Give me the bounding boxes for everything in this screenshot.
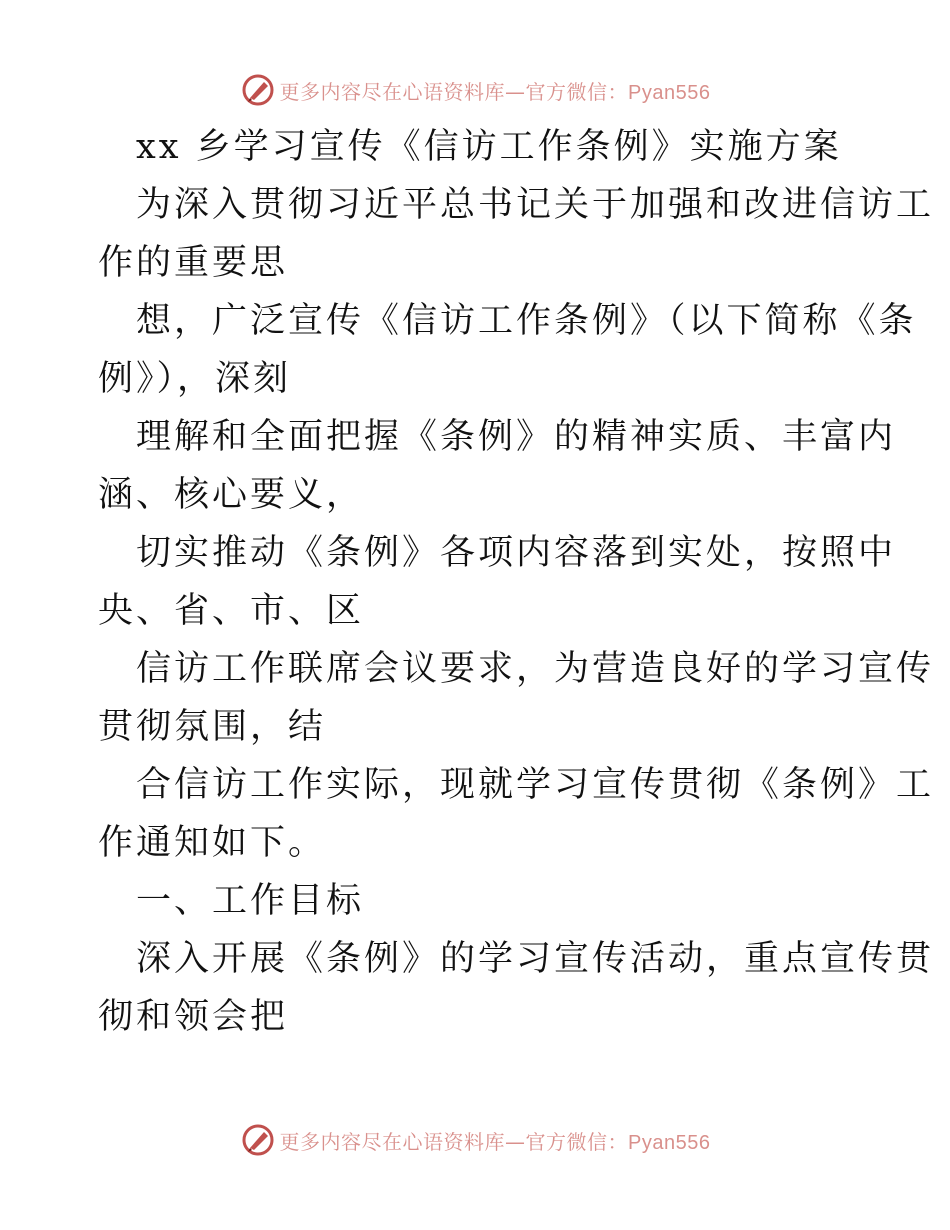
paragraph-line: 为深入贯彻习近平总书记关于加强和改进信访工 <box>136 185 935 225</box>
watermark-label: 更多内容尽在心语资料库—官方微信： <box>279 1129 629 1154</box>
paragraph-line: 彻和领会把 <box>98 997 289 1037</box>
watermark-text <box>280 1126 711 1155</box>
paragraph-line: 合信访工作实际，现就学习宣传贯彻《条例》工 <box>136 765 935 805</box>
footer-watermark <box>0 1120 950 1160</box>
document-body <box>98 118 935 1046</box>
watermark-label: 更多内容尽在心语资料库—官方微信： <box>279 79 629 104</box>
paragraph-line: 深入开展《条例》的学习宣传活动，重点宣传贯 <box>136 939 935 979</box>
watermark-text <box>280 76 711 105</box>
paragraph-line: 央、省、市、区 <box>98 591 365 631</box>
pen-logo-icon <box>240 1122 276 1158</box>
watermark-wechat-id: Pyan556 <box>628 1131 711 1154</box>
section-heading: 一、工作目标 <box>136 881 365 921</box>
document-title: xx 乡学习宣传《信访工作条例》实施方案 <box>136 127 842 167</box>
paragraph-line: 理解和全面把握《条例》的精神实质、丰富内 <box>136 417 897 457</box>
header-watermark <box>0 70 950 110</box>
paragraph-line: 涵、核心要义， <box>98 475 365 515</box>
pen-logo-icon <box>240 72 276 108</box>
paragraph-line: 信访工作联席会议要求，为营造良好的学习宣传 <box>136 649 935 689</box>
paragraph-line: 切实推动《条例》各项内容落到实处，按照中 <box>136 533 897 573</box>
paragraph-line: 作通知如下。 <box>98 823 327 863</box>
paragraph-line: 作的重要思 <box>98 243 289 283</box>
watermark-wechat-id: Pyan556 <box>628 81 711 104</box>
paragraph-line: 例》），深刻 <box>98 359 292 399</box>
paragraph-line: 贯彻氛围，结 <box>98 707 327 747</box>
paragraph-line: 想，广泛宣传《信访工作条例》（以下简称《条 <box>136 301 917 341</box>
